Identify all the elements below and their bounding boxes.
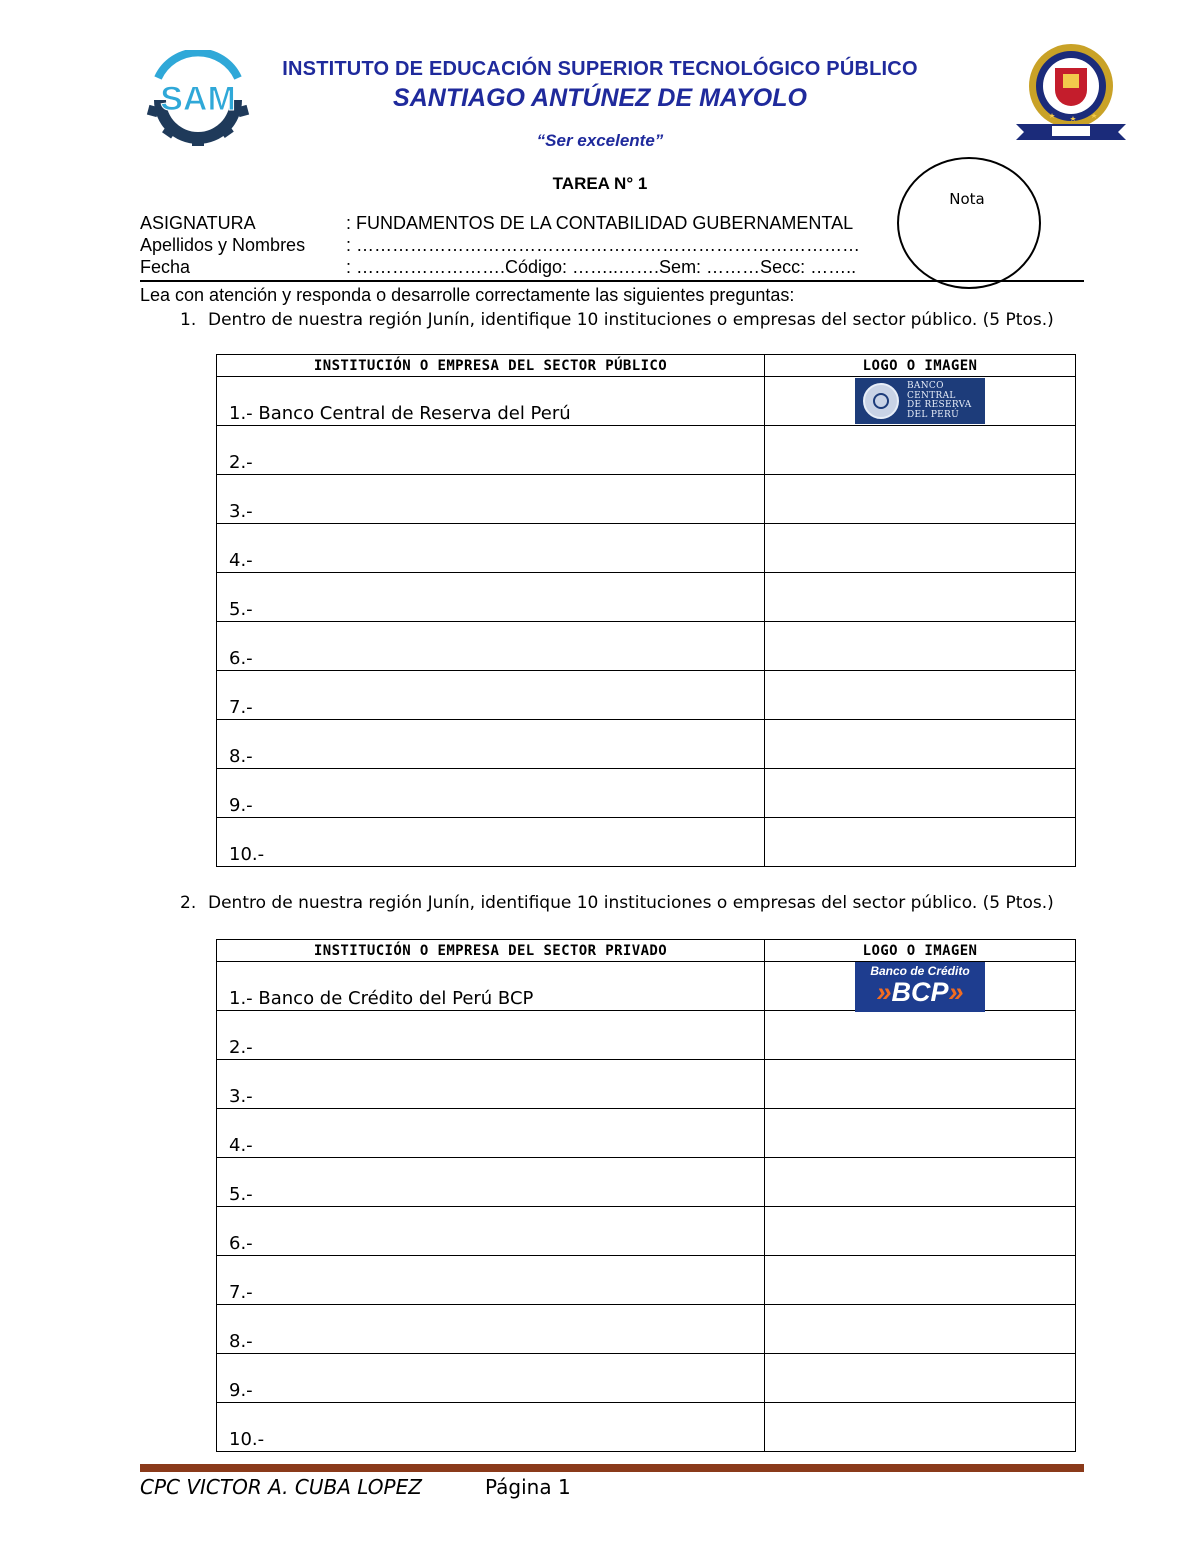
public-sector-table xyxy=(216,354,1076,867)
public-row-7[interactable]: 7.- xyxy=(217,671,765,720)
question-2 xyxy=(180,893,1054,913)
private-row-7-logo-cell[interactable] xyxy=(765,1256,1076,1305)
bcp-logo-top: Banco de Crédito xyxy=(870,964,970,978)
subject-label: ASIGNATURA xyxy=(140,213,256,233)
private-row-4[interactable]: 4.- xyxy=(217,1109,765,1158)
public-table-header-logo: LOGO O IMAGEN xyxy=(765,355,1076,377)
date-label: Fecha xyxy=(140,257,191,277)
private-row-2[interactable]: 2.- xyxy=(217,1011,765,1060)
task-title: TAREA N° 1 xyxy=(552,174,648,193)
question-1-number: 1. xyxy=(180,310,197,330)
bcp-logo-main: »BCP» xyxy=(876,977,964,1007)
date-code-field[interactable]: : …………………….Código: ……..…….Sem: ………Secc: …….. xyxy=(346,257,857,277)
private-row-10[interactable]: 10.- xyxy=(217,1403,765,1452)
private-row-6-logo-cell[interactable] xyxy=(765,1207,1076,1256)
private-row-5-logo-cell[interactable] xyxy=(765,1158,1076,1207)
sam-logo-text: SAM xyxy=(160,80,236,118)
public-row-9[interactable]: 9.- xyxy=(217,769,765,818)
private-row-5[interactable]: 5.- xyxy=(217,1158,765,1207)
public-row-7-logo-cell[interactable] xyxy=(765,671,1076,720)
instructions: Lea con atención y responda o desarrolle correctamente las siguientes preguntas: xyxy=(140,285,795,305)
private-row-9[interactable]: 9.- xyxy=(217,1354,765,1403)
public-row-4[interactable]: 4.- xyxy=(217,524,765,573)
public-row-1-logo-cell[interactable] xyxy=(765,377,1076,426)
private-row-4-logo-cell[interactable] xyxy=(765,1109,1076,1158)
name-label: Apellidos y Nombres xyxy=(140,235,306,255)
bcrp-seal-icon xyxy=(863,383,899,419)
motto: “Ser excelente” xyxy=(536,131,664,150)
footer-page-number: Página 1 xyxy=(485,1475,571,1499)
public-row-4-logo-cell[interactable] xyxy=(765,524,1076,573)
public-table-header-institution: INSTITUCIÓN O EMPRESA DEL SECTOR PÚBLICO xyxy=(217,355,765,377)
private-row-9-logo-cell[interactable] xyxy=(765,1354,1076,1403)
public-row-3-logo-cell[interactable] xyxy=(765,475,1076,524)
public-row-10[interactable]: 10.- xyxy=(217,818,765,867)
public-row-5-logo-cell[interactable] xyxy=(765,573,1076,622)
public-row-8[interactable]: 8.- xyxy=(217,720,765,769)
grade-label: Nota xyxy=(949,190,985,208)
public-row-2[interactable]: 2.- xyxy=(217,426,765,475)
private-row-1[interactable]: 1.- Banco de Crédito del Perú BCP xyxy=(217,962,765,1011)
question-1-text: Dentro de nuestra región Junín, identifique 10 instituciones o empresas del sector público. (5 Ptos.) xyxy=(208,310,1054,330)
public-row-5[interactable]: 5.- xyxy=(217,573,765,622)
grade-circle xyxy=(897,157,1041,289)
question-2-text: Dentro de nuestra región Junín, identifique 10 instituciones o empresas del sector público. (5 Ptos.) xyxy=(208,893,1054,913)
chevron-right-icon: » xyxy=(948,977,964,1007)
private-row-7[interactable]: 7.- xyxy=(217,1256,765,1305)
public-row-10-logo-cell[interactable] xyxy=(765,818,1076,867)
footer-author: CPC VICTOR A. CUBA LOPEZ xyxy=(140,1475,422,1499)
institute-line: INSTITUTO DE EDUCACIÓN SUPERIOR TECNOLÓGICO PÚBLICO xyxy=(282,58,918,80)
private-row-1-logo-cell[interactable] xyxy=(765,962,1076,1011)
header-divider xyxy=(140,280,1084,282)
private-table-header-institution: INSTITUCIÓN O EMPRESA DEL SECTOR PRIVADO xyxy=(217,940,765,962)
chevron-right-icon: » xyxy=(876,977,892,1007)
private-row-8[interactable]: 8.- xyxy=(217,1305,765,1354)
name-field[interactable]: : ………………………………………………………………………… xyxy=(346,235,861,255)
public-row-8-logo-cell[interactable] xyxy=(765,720,1076,769)
institute-name: SANTIAGO ANTÚNEZ DE MAYOLO xyxy=(393,84,807,112)
public-row-3[interactable]: 3.- xyxy=(217,475,765,524)
footer-bar xyxy=(140,1464,1084,1472)
bcrp-logo xyxy=(855,378,985,424)
private-row-3-logo-cell[interactable] xyxy=(765,1060,1076,1109)
question-2-number: 2. xyxy=(180,893,197,913)
question-1 xyxy=(180,310,1054,330)
public-row-6-logo-cell[interactable] xyxy=(765,622,1076,671)
subject-value: : FUNDAMENTOS DE LA CONTABILIDAD GUBERNAMENTAL xyxy=(346,213,854,233)
private-row-10-logo-cell[interactable] xyxy=(765,1403,1076,1452)
private-row-8-logo-cell[interactable] xyxy=(765,1305,1076,1354)
public-row-1[interactable]: 1.- Banco Central de Reserva del Perú xyxy=(217,377,765,426)
private-row-6[interactable]: 6.- xyxy=(217,1207,765,1256)
bcrp-logo-text: BANCO CENTRAL DE RESERVA DEL PERÚ xyxy=(907,381,972,420)
private-sector-table xyxy=(216,939,1076,1452)
private-table-header-logo: LOGO O IMAGEN xyxy=(765,940,1076,962)
private-row-3[interactable]: 3.- xyxy=(217,1060,765,1109)
public-row-6[interactable]: 6.- xyxy=(217,622,765,671)
bcp-logo xyxy=(855,962,985,1012)
public-row-2-logo-cell[interactable] xyxy=(765,426,1076,475)
public-row-9-logo-cell[interactable] xyxy=(765,769,1076,818)
private-row-2-logo-cell[interactable] xyxy=(765,1011,1076,1060)
